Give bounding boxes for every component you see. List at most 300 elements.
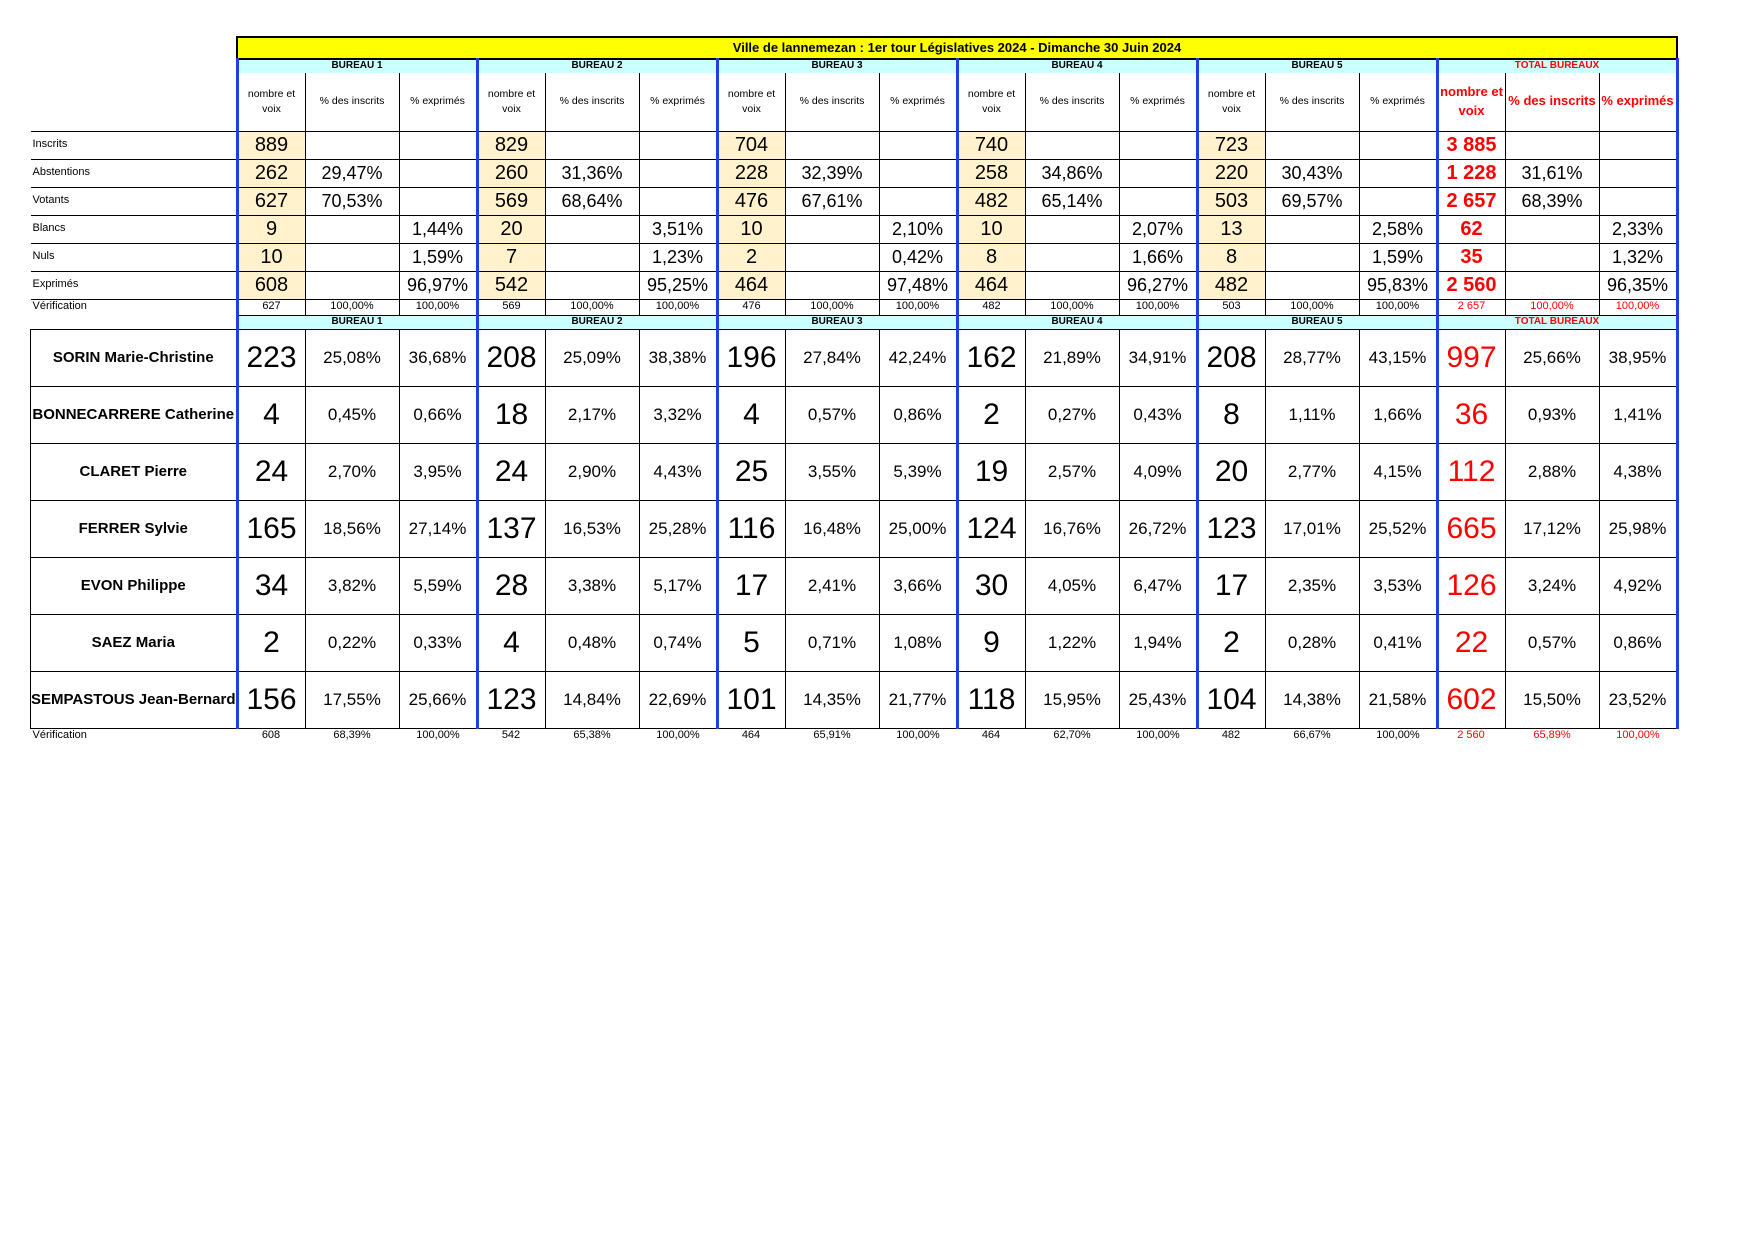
vote-percent: 25,66% [399,671,477,728]
count-cell: 704 [717,131,785,159]
vote-percent: 0,86% [879,386,957,443]
blank-cell [31,315,238,329]
percent-cell [399,159,477,187]
vote-percent: 3,66% [879,557,957,614]
column-header: % exprimés [890,95,945,108]
vote-percent: 1,11% [1265,386,1359,443]
count-cell: 2 [717,243,785,271]
vote-percent: 1,94% [1119,614,1197,671]
vote-percent: 0,57% [1505,614,1599,671]
verification-cell: 2 560 [1457,729,1485,742]
count-cell: 464 [957,271,1025,299]
vote-percent: 14,38% [1265,671,1359,728]
percent-cell: 3,51% [639,215,717,243]
vote-percent: 42,24% [879,329,957,386]
vote-count: 8 [1197,386,1265,443]
vote-count: 22 [1437,614,1505,671]
candidate-name: SEMPASTOUS Jean-Bernard [31,671,238,728]
vote-count: 223 [237,329,305,386]
count-cell: 9 [237,215,305,243]
percent-cell [879,159,957,187]
count-cell: 503 [1197,187,1265,215]
vote-percent: 3,82% [305,557,399,614]
bureau-header: TOTAL BUREAUX [1437,59,1677,73]
percent-cell: 97,48% [879,271,957,299]
vote-percent: 3,24% [1505,557,1599,614]
count-cell: 627 [237,187,305,215]
column-header: % exprimés [1599,73,1677,131]
verification-cell: 100,00% [1505,299,1599,315]
percent-cell [1119,159,1197,187]
column-header: % des inscrits [785,73,879,131]
percent-cell: 67,61% [785,187,879,215]
count-cell: 62 [1437,215,1505,243]
bureau-header: BUREAU 3 [717,59,957,73]
column-header: % exprimés [1370,95,1425,108]
percent-cell [879,131,957,159]
percent-cell [1505,131,1599,159]
vote-percent: 0,33% [399,614,477,671]
candidate-name: SAEZ Maria [31,614,238,671]
vote-count: 137 [477,500,545,557]
vote-count: 126 [1437,557,1505,614]
candidate-name: CLARET Pierre [31,443,238,500]
column-header: nombre et voix [477,73,545,131]
count-cell: 13 [1197,215,1265,243]
vote-percent: 3,95% [399,443,477,500]
column-header: % des inscrits [1265,73,1359,131]
percent-cell: 1,59% [399,243,477,271]
vote-percent: 3,53% [1359,557,1437,614]
percent-cell: 1,66% [1119,243,1197,271]
column-header: % exprimés [410,95,465,108]
count-cell: 8 [957,243,1025,271]
vote-percent: 28,77% [1265,329,1359,386]
vote-percent: 1,22% [1025,614,1119,671]
vote-percent: 5,17% [639,557,717,614]
count-cell: 740 [957,131,1025,159]
count-cell: 476 [717,187,785,215]
percent-cell: 95,25% [639,271,717,299]
vote-count: 665 [1437,500,1505,557]
vote-percent: 36,68% [399,329,477,386]
count-cell: 8 [1197,243,1265,271]
vote-percent: 0,71% [785,614,879,671]
bureau-header: BUREAU 5 [1197,59,1437,73]
percent-cell: 70,53% [305,187,399,215]
vote-percent: 43,15% [1359,329,1437,386]
vote-percent: 0,28% [1265,614,1359,671]
verification-cell: 100,00% [305,299,399,315]
percent-cell: 31,61% [1505,159,1599,187]
verification-cell: 569 [477,299,545,315]
vote-percent: 0,45% [305,386,399,443]
percent-cell: 68,39% [1505,187,1599,215]
count-cell: 20 [477,215,545,243]
vote-count: 116 [717,500,785,557]
percent-cell [545,215,639,243]
percent-cell [1119,131,1197,159]
percent-cell [305,271,399,299]
percent-cell [1505,215,1599,243]
verification-cell: 65,91% [813,729,851,742]
vote-percent: 5,39% [879,443,957,500]
verification-cell: 100,00% [415,300,460,313]
percent-cell [639,131,717,159]
vote-percent: 2,70% [305,443,399,500]
vote-percent: 17,01% [1265,500,1359,557]
vote-count: 17 [1197,557,1265,614]
verification-cell: 100,00% [1376,729,1420,742]
vote-percent: 1,41% [1599,386,1677,443]
percent-cell [399,131,477,159]
verification-cell: 100,00% [1136,729,1180,742]
verification-cell: 100,00% [545,299,639,315]
percent-cell: 96,27% [1119,271,1197,299]
vote-percent: 16,53% [545,500,639,557]
vote-percent: 17,12% [1505,500,1599,557]
verification-cell: 608 [261,729,281,742]
verification-cell: 627 [237,299,305,315]
percent-cell [1265,243,1359,271]
bureau-header: BUREAU 5 [1197,315,1437,329]
percent-cell [1505,243,1599,271]
count-cell: 7 [477,243,545,271]
vote-count: 24 [477,443,545,500]
percent-cell [1599,187,1677,215]
count-cell: 829 [477,131,545,159]
percent-cell: 96,97% [399,271,477,299]
verification-cell: 65,38% [573,729,611,742]
verification-cell: 100,00% [1135,300,1180,313]
vote-count: 602 [1437,671,1505,728]
vote-percent: 4,15% [1359,443,1437,500]
count-cell: 35 [1437,243,1505,271]
bureau-header: BUREAU 1 [237,315,477,329]
vote-percent: 25,66% [1505,329,1599,386]
percent-cell [1599,159,1677,187]
count-cell: 10 [237,243,305,271]
bureau-header: BUREAU 1 [237,59,477,73]
vote-count: 162 [957,329,1025,386]
vote-count: 20 [1197,443,1265,500]
percent-cell: 68,64% [545,187,639,215]
vote-percent: 27,14% [399,500,477,557]
vote-percent: 38,95% [1599,329,1677,386]
vote-percent: 1,08% [879,614,957,671]
verification-cell: 62,70% [1053,729,1091,742]
percent-cell [545,131,639,159]
vote-count: 104 [1197,671,1265,728]
blank-cell [31,73,238,131]
verification-cell: 100,00% [656,729,700,742]
vote-percent: 0,66% [399,386,477,443]
percent-cell [639,159,717,187]
vote-count: 2 [237,614,305,671]
percent-cell: 2,33% [1599,215,1677,243]
count-cell: 608 [237,271,305,299]
percent-cell: 65,14% [1025,187,1119,215]
bureau-header: BUREAU 4 [957,315,1197,329]
count-cell: 482 [957,187,1025,215]
vote-percent: 0,48% [545,614,639,671]
verification-cell: 476 [717,299,785,315]
count-cell: 228 [717,159,785,187]
percent-cell [785,215,879,243]
vote-percent: 16,48% [785,500,879,557]
vote-count: 2 [957,386,1025,443]
percent-cell: 32,39% [785,159,879,187]
vote-percent: 23,52% [1599,671,1677,728]
percent-cell [1025,271,1119,299]
row-label: Exprimés [31,271,238,299]
percent-cell [639,187,717,215]
percent-cell: 1,44% [399,215,477,243]
vote-percent: 0,41% [1359,614,1437,671]
vote-percent: 5,59% [399,557,477,614]
percent-cell: 34,86% [1025,159,1119,187]
candidate-name: SORIN Marie-Christine [31,329,238,386]
verification-cell: 65,89% [1533,729,1571,742]
percent-cell: 0,42% [879,243,957,271]
count-cell: 542 [477,271,545,299]
vote-count: 30 [957,557,1025,614]
vote-percent: 22,69% [639,671,717,728]
verification-cell: 100,00% [896,729,940,742]
row-label: Vérification [32,729,87,742]
verification-cell: 503 [1197,299,1265,315]
bureau-header: BUREAU 2 [477,59,717,73]
percent-cell [879,187,957,215]
percent-cell [545,271,639,299]
vote-count: 118 [957,671,1025,728]
percent-cell [1359,187,1437,215]
verification-cell: 2 657 [1437,299,1505,315]
vote-count: 2 [1197,614,1265,671]
vote-percent: 17,55% [305,671,399,728]
vote-count: 208 [477,329,545,386]
vote-percent: 14,84% [545,671,639,728]
blank-cell [31,37,238,59]
percent-cell: 31,36% [545,159,639,187]
vote-percent: 25,08% [305,329,399,386]
percent-cell [1265,131,1359,159]
count-cell: 2 560 [1437,271,1505,299]
vote-percent: 3,32% [639,386,717,443]
vote-percent: 15,95% [1025,671,1119,728]
verification-cell: 464 [741,729,761,742]
vote-count: 4 [477,614,545,671]
percent-cell [1359,131,1437,159]
verification-cell: 100,00% [785,299,879,315]
count-cell: 260 [477,159,545,187]
vote-percent: 34,91% [1119,329,1197,386]
vote-percent: 4,38% [1599,443,1677,500]
vote-percent: 25,28% [639,500,717,557]
count-cell: 262 [237,159,305,187]
count-cell: 258 [957,159,1025,187]
column-header: nombre et voix [1197,73,1265,131]
vote-percent: 0,86% [1599,614,1677,671]
vote-percent: 6,47% [1119,557,1197,614]
column-header: % exprimés [1130,95,1185,108]
vote-count: 18 [477,386,545,443]
column-header: % des inscrits [305,73,399,131]
vote-percent: 0,43% [1119,386,1197,443]
vote-count: 123 [1197,500,1265,557]
vote-count: 124 [957,500,1025,557]
vote-percent: 16,76% [1025,500,1119,557]
vote-count: 36 [1437,386,1505,443]
percent-cell [785,271,879,299]
vote-percent: 3,55% [785,443,879,500]
percent-cell [1025,243,1119,271]
count-cell: 464 [717,271,785,299]
vote-count: 196 [717,329,785,386]
verification-cell: 100,00% [655,300,700,313]
verification-cell: 100,00% [1375,300,1420,313]
percent-cell [305,131,399,159]
vote-percent: 2,77% [1265,443,1359,500]
verification-cell: 66,67% [1293,729,1331,742]
percent-cell: 69,57% [1265,187,1359,215]
vote-percent: 0,93% [1505,386,1599,443]
percent-cell [1265,271,1359,299]
report-title: Ville de lannemezan : 1er tour Législatives 2024 - Dimanche 30 Juin 2024 [237,37,1677,59]
vote-percent: 25,09% [545,329,639,386]
column-header: % exprimés [650,95,705,108]
vote-count: 28 [477,557,545,614]
row-label: Abstentions [31,159,238,187]
vote-count: 123 [477,671,545,728]
verification-cell: 68,39% [333,729,371,742]
verification-cell: 100,00% [895,300,940,313]
vote-percent: 2,17% [545,386,639,443]
row-label: Votants [31,187,238,215]
vote-percent: 27,84% [785,329,879,386]
vote-percent: 14,35% [785,671,879,728]
column-header: nombre et voix [717,73,785,131]
percent-cell [305,243,399,271]
vote-count: 4 [237,386,305,443]
vote-count: 24 [237,443,305,500]
vote-percent: 25,43% [1119,671,1197,728]
vote-percent: 0,74% [639,614,717,671]
vote-count: 9 [957,614,1025,671]
vote-percent: 0,27% [1025,386,1119,443]
percent-cell [1359,159,1437,187]
percent-cell: 1,59% [1359,243,1437,271]
vote-percent: 18,56% [305,500,399,557]
percent-cell: 2,58% [1359,215,1437,243]
candidate-name: BONNECARRERE Catherine [31,386,238,443]
percent-cell [1025,131,1119,159]
blank-cell [31,59,238,73]
vote-percent: 2,88% [1505,443,1599,500]
vote-percent: 0,57% [785,386,879,443]
verification-cell: 100,00% [1025,299,1119,315]
percent-cell [545,243,639,271]
percent-cell [399,187,477,215]
percent-cell: 2,10% [879,215,957,243]
vote-percent: 4,09% [1119,443,1197,500]
vote-count: 165 [237,500,305,557]
column-header: nombre et voix [1437,73,1505,131]
vote-count: 156 [237,671,305,728]
column-header: nombre et voix [957,73,1025,131]
percent-cell: 96,35% [1599,271,1677,299]
count-cell: 10 [717,215,785,243]
vote-count: 101 [717,671,785,728]
percent-cell: 1,23% [639,243,717,271]
bureau-header: BUREAU 4 [957,59,1197,73]
percent-cell: 30,43% [1265,159,1359,187]
percent-cell [1119,187,1197,215]
vote-count: 5 [717,614,785,671]
vote-percent: 2,35% [1265,557,1359,614]
vote-percent: 2,57% [1025,443,1119,500]
vote-percent: 38,38% [639,329,717,386]
vote-count: 17 [717,557,785,614]
percent-cell [1025,215,1119,243]
verification-cell: 482 [957,299,1025,315]
vote-percent: 3,38% [545,557,639,614]
count-cell: 569 [477,187,545,215]
bureau-header: BUREAU 2 [477,315,717,329]
vote-count: 997 [1437,329,1505,386]
candidate-name: EVON Philippe [31,557,238,614]
count-cell: 482 [1197,271,1265,299]
row-label: Nuls [31,243,238,271]
percent-cell: 95,83% [1359,271,1437,299]
vote-percent: 1,66% [1359,386,1437,443]
vote-percent: 21,77% [879,671,957,728]
percent-cell [305,215,399,243]
verification-cell: 100,00% [1616,729,1660,742]
count-cell: 3 885 [1437,131,1505,159]
vote-percent: 25,98% [1599,500,1677,557]
vote-percent: 26,72% [1119,500,1197,557]
percent-cell: 29,47% [305,159,399,187]
count-cell: 889 [237,131,305,159]
percent-cell [785,131,879,159]
verification-cell: 100,00% [1599,299,1677,315]
vote-percent: 2,41% [785,557,879,614]
vote-count: 208 [1197,329,1265,386]
vote-percent: 2,90% [545,443,639,500]
count-cell: 723 [1197,131,1265,159]
vote-count: 112 [1437,443,1505,500]
column-header: nombre et voix [237,73,305,131]
row-label: Vérification [32,300,87,313]
row-label: Blancs [31,215,238,243]
column-header: % des inscrits [1505,73,1599,131]
count-cell: 1 228 [1437,159,1505,187]
percent-cell [1505,271,1599,299]
vote-percent: 15,50% [1505,671,1599,728]
bureau-header: TOTAL BUREAUX [1437,315,1677,329]
vote-percent: 25,52% [1359,500,1437,557]
candidate-name: FERRER Sylvie [31,500,238,557]
bureau-header: BUREAU 3 [717,315,957,329]
results-table [30,36,1679,744]
vote-count: 4 [717,386,785,443]
verification-cell: 464 [981,729,1001,742]
vote-percent: 4,92% [1599,557,1677,614]
percent-cell: 2,07% [1119,215,1197,243]
verification-cell: 100,00% [1265,299,1359,315]
count-cell: 10 [957,215,1025,243]
